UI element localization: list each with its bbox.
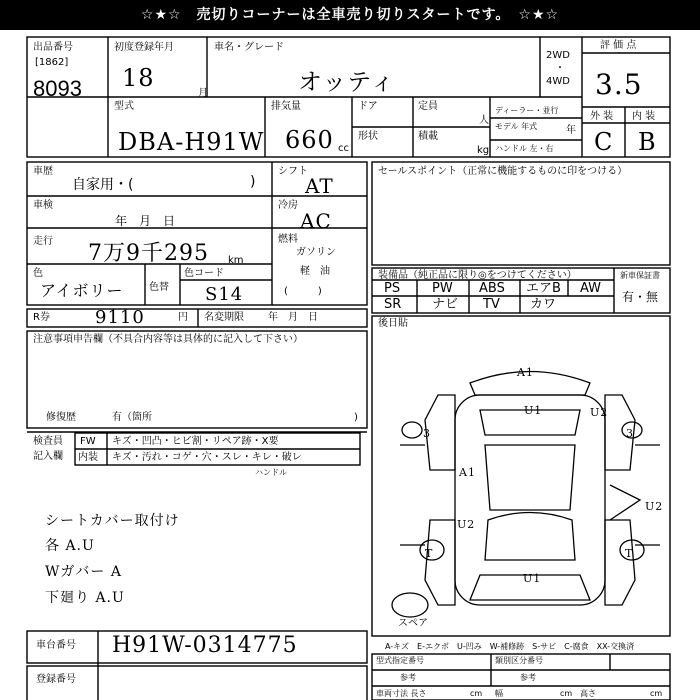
shift: AT bbox=[305, 174, 334, 198]
equipment-label: 装備品（純正品に限り◎をつけてください） bbox=[378, 270, 577, 281]
fw-items: キズ・凹凸・ヒビ割・リペア跡・X要 bbox=[112, 436, 279, 447]
cap-label: 定員 bbox=[418, 101, 438, 112]
shift-label: シフト bbox=[278, 166, 308, 177]
recycle-value: 9110 bbox=[95, 307, 145, 328]
equipment-item: TV bbox=[483, 297, 500, 312]
warranty-label: 新車保証書 bbox=[620, 271, 660, 280]
color-value: アイボリー bbox=[40, 281, 124, 300]
equipment-item: カワ bbox=[530, 297, 557, 312]
inspect-value: 年 月 日 bbox=[115, 214, 176, 228]
repaint-label: 色替 bbox=[149, 282, 169, 293]
inspector-label-1: 検査員 bbox=[33, 436, 63, 447]
repair-close: ) bbox=[354, 412, 358, 423]
height-cm: cm bbox=[650, 689, 663, 698]
ac: AC bbox=[300, 209, 332, 233]
int-label: 内 装 bbox=[632, 111, 656, 122]
diagram-mark: U1 bbox=[524, 404, 543, 417]
wd4: 4WD bbox=[546, 76, 570, 87]
diagram-mark: U2 bbox=[590, 406, 609, 419]
legend: A-キズ E-エクボ U-凹み W-補修跡 S-サビ C-腐食 XX-交換済 bbox=[385, 642, 635, 651]
mileage-label: 走行 bbox=[33, 236, 53, 247]
diagram-mark: 3 bbox=[626, 427, 634, 440]
equipment-item: SR bbox=[384, 297, 402, 312]
reg-year: 18 bbox=[122, 64, 155, 92]
width-label: 幅 bbox=[495, 689, 503, 698]
ext-label: 外 装 bbox=[590, 111, 614, 122]
lot-number: 8093 bbox=[33, 76, 82, 101]
equipment-item: PS bbox=[384, 281, 401, 296]
history-close: ) bbox=[250, 174, 256, 190]
inspector-label-2: 記入欄 bbox=[33, 451, 63, 462]
nai-items: キズ・汚れ・コゲ・穴・スレ・キレ・破レ bbox=[112, 452, 302, 463]
cc-unit: cc bbox=[338, 143, 349, 154]
repair-value: 有（箇所 bbox=[112, 412, 152, 423]
year-unit: 年 bbox=[566, 125, 576, 136]
diagram-mark: A1 bbox=[459, 466, 476, 479]
person-unit: 人 bbox=[479, 115, 489, 126]
inspector-line-4: 下廻り A.U bbox=[45, 590, 125, 606]
post-label: 後日貼 bbox=[378, 318, 408, 329]
fw-label: FW bbox=[80, 436, 96, 447]
fuel-label: 燃料 bbox=[278, 234, 298, 245]
type-label: 型式指定番号 bbox=[376, 656, 424, 665]
inspector-line-2: 各 A.U bbox=[45, 538, 95, 554]
type-ref: 参考 bbox=[400, 673, 416, 682]
warranty-value: 有・無 bbox=[622, 290, 659, 304]
height-label: 高さ bbox=[580, 689, 596, 698]
wd2: 2WD bbox=[546, 50, 570, 61]
diagram-mark: A1 bbox=[517, 366, 534, 379]
mileage-value: 7万9千295 bbox=[88, 241, 209, 266]
inspector-line-1: シートカバー取付け bbox=[45, 513, 180, 529]
chassis-value: H91W-0314775 bbox=[112, 633, 298, 658]
lot-sub: [1862] bbox=[35, 57, 69, 68]
reg-label: 初度登録年月 bbox=[114, 42, 174, 53]
equipment-item: ナビ bbox=[432, 297, 459, 312]
dealer-label: ディーラー・並行 bbox=[495, 106, 559, 115]
equipment-item: AW bbox=[580, 281, 602, 296]
model-year-label: モデル 年式 bbox=[495, 122, 538, 131]
diagram-mark: 3 bbox=[423, 427, 431, 440]
color-code-label: 色コード bbox=[184, 268, 224, 279]
diagram-mark: U1 bbox=[523, 572, 542, 585]
diagram-mark: T bbox=[625, 547, 634, 560]
class-label: 類別区分番号 bbox=[495, 656, 543, 665]
car-name: オッティ bbox=[298, 68, 396, 96]
diagram-mark: U2 bbox=[645, 500, 664, 513]
km-unit: km bbox=[228, 255, 244, 266]
chassis-label: 車台番号 bbox=[36, 640, 76, 651]
color-label: 色 bbox=[33, 268, 43, 279]
inspector-line-3: Wガバー A bbox=[45, 564, 122, 580]
spare-label: スペア bbox=[398, 618, 428, 629]
model-label: 型式 bbox=[114, 101, 134, 112]
handle-note: ハンドル bbox=[255, 468, 287, 477]
diagram-mark: U2 bbox=[457, 518, 476, 531]
sales-label: セールスポイント（正常に機能するものに印をつける） bbox=[378, 166, 628, 177]
color-code: S14 bbox=[205, 284, 244, 305]
name-label: 車名・グレード bbox=[214, 42, 284, 53]
class-ref: 参考 bbox=[520, 673, 536, 682]
fuel-1: ガソリン bbox=[296, 247, 336, 258]
history-label: 車歴 bbox=[33, 166, 53, 177]
deadline-value: 年 月 日 bbox=[268, 312, 318, 323]
fuel-2: 軽 油 bbox=[300, 266, 330, 277]
recycle-label: R券 bbox=[33, 312, 50, 323]
notes-label: 注意事項申告欄（不具合内容等は具体的に記入して下さい） bbox=[33, 334, 303, 345]
banner: ☆★☆ 売切りコーナーは全車売り切りスタートです。 ☆★☆ bbox=[0, 0, 700, 30]
history-value: 自家用・( bbox=[72, 177, 134, 193]
fuel-3: ( ) bbox=[284, 286, 322, 297]
equipment-item: PW bbox=[432, 281, 453, 296]
equipment-item: エアB bbox=[526, 281, 561, 296]
width-cm: cm bbox=[560, 689, 573, 698]
inspect-label: 車検 bbox=[33, 200, 53, 211]
score: 3.5 bbox=[595, 68, 643, 101]
kg-unit: kg bbox=[477, 145, 490, 156]
repair-label: 修復歴 bbox=[46, 412, 76, 423]
score-label: 評 価 点 bbox=[600, 40, 637, 51]
shape-label: 形状 bbox=[358, 131, 378, 142]
yen-unit: 円 bbox=[178, 312, 188, 323]
disp-label: 排気量 bbox=[271, 101, 301, 112]
int-grade: B bbox=[638, 128, 657, 156]
wd-dot: ・ bbox=[555, 63, 565, 74]
ext-grade: C bbox=[594, 128, 614, 156]
load-label: 積載 bbox=[418, 131, 438, 142]
handle-label: ハンドル 左・右 bbox=[495, 144, 554, 153]
registration-label: 登録番号 bbox=[36, 674, 76, 685]
lot-label: 出品番号 bbox=[33, 42, 73, 53]
model: DBA-H91W bbox=[118, 128, 265, 156]
door-label: ドア bbox=[358, 101, 378, 112]
length-label: 車両寸法 長さ bbox=[376, 689, 427, 698]
length-cm: cm bbox=[470, 689, 483, 698]
ac-label: 冷房 bbox=[278, 200, 298, 211]
diagram-mark: T bbox=[425, 547, 434, 560]
equipment-item: ABS bbox=[479, 281, 505, 296]
nai-label: 内装 bbox=[78, 452, 98, 463]
disp: 660 bbox=[285, 126, 334, 154]
deadline-label: 名変期限 bbox=[204, 312, 244, 323]
month-unit: 月 bbox=[198, 88, 208, 99]
